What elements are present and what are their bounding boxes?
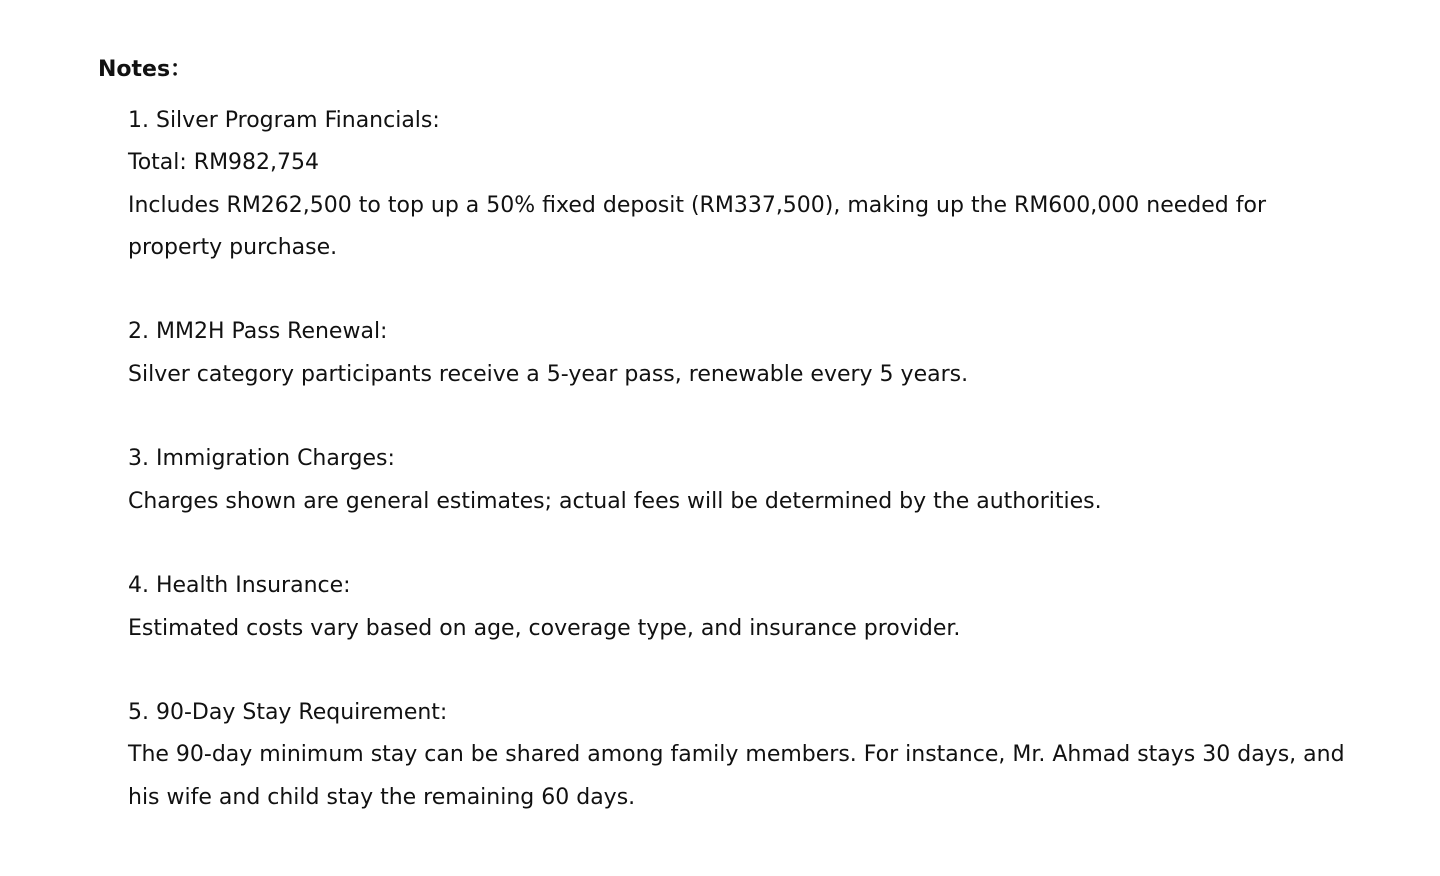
note-health-insurance <box>128 565 1358 650</box>
note-text: Charges shown are general estimates; actual fees will be determined by the authorities. <box>128 488 1102 514</box>
note-title: 2. MM2H Pass Renewal: <box>128 319 388 345</box>
note-text: Silver category participants receive a 5-year pass, renewable every 5 years. <box>128 361 969 387</box>
notes-heading: Notes： <box>98 57 193 82</box>
note-90-day-stay-requirement <box>128 692 1358 819</box>
note-text: Estimated costs vary based on age, coverage type, and insurance provider. <box>128 615 961 641</box>
note-title: 3. Immigration Charges: <box>128 446 395 472</box>
note-title: 1. Silver Program Financials: <box>128 108 440 133</box>
note-text: Total: RM982,754 <box>128 150 320 176</box>
note-text: Includes RM262,500 to top up a 50% fixed deposit (RM337,500), making up the RM600,000 needed for property purchase. <box>128 192 1266 260</box>
note-title: 5. 90-Day Stay Requirement: <box>128 700 448 726</box>
note-mm2h-pass-renewal <box>128 311 1358 396</box>
note-text: The 90-day minimum stay can be shared among family members. For instance, Mr. Ahmad stays 30 days, and his wife and child stay the remaining 60 days. <box>128 742 1345 810</box>
note-silver-program-financials <box>128 100 1358 269</box>
note-immigration-charges <box>128 438 1358 523</box>
note-title: 4. Health Insurance: <box>128 573 351 599</box>
notes-list <box>98 100 1358 819</box>
